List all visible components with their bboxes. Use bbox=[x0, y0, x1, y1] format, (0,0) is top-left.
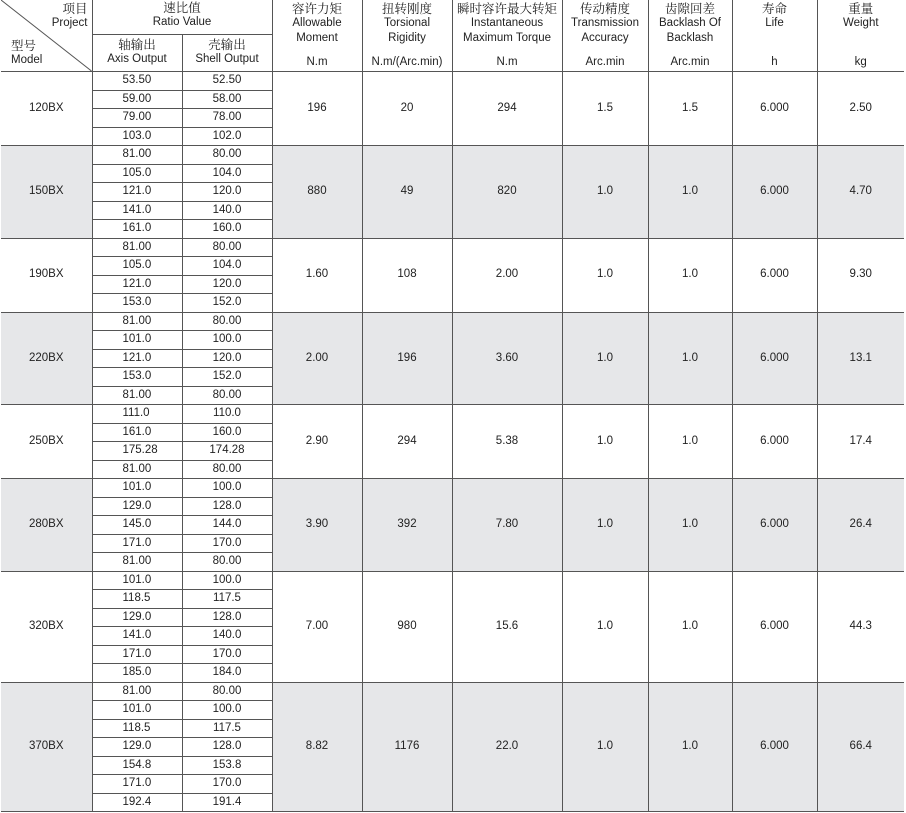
header-torsional-rigidity: 扭转刚度 Torsional Rigidity N.m/(Arc.min) bbox=[362, 0, 452, 72]
shell-output-cell: 191.4 bbox=[182, 793, 272, 812]
shell-output-cell: 52.50 bbox=[182, 72, 272, 91]
shell-output-cell: 128.0 bbox=[182, 497, 272, 516]
max-torque-cell: 5.38 bbox=[452, 405, 562, 479]
transmission-accuracy-cell: 1.0 bbox=[562, 571, 648, 682]
shell-output-cell: 128.0 bbox=[182, 738, 272, 757]
transmission-accuracy-cell: 1.0 bbox=[562, 238, 648, 312]
model-cell: 150BX bbox=[1, 146, 92, 239]
table-row bbox=[1, 405, 904, 424]
shell-output-cell: 117.5 bbox=[182, 590, 272, 609]
table-row bbox=[1, 571, 904, 590]
weight-cell: 2.50 bbox=[817, 72, 904, 146]
table-row bbox=[1, 72, 904, 91]
transmission-accuracy-cell: 1.0 bbox=[562, 682, 648, 812]
axis-output-cell: 171.0 bbox=[92, 775, 182, 794]
torsional-rigidity-cell: 980 bbox=[362, 571, 452, 682]
backlash-cell: 1.0 bbox=[648, 312, 732, 405]
header-ratio-value: 速比值 Ratio Value 轴输出 Axis Output 壳输出 Shell Output bbox=[92, 0, 272, 72]
axis-output-cell: 81.00 bbox=[92, 238, 182, 257]
life-cell: 6.000 bbox=[732, 238, 817, 312]
header-corner-cell bbox=[1, 0, 92, 72]
axis-output-cell: 81.00 bbox=[92, 386, 182, 405]
axis-output-cell: 81.00 bbox=[92, 460, 182, 479]
torsional-rigidity-cell: 294 bbox=[362, 405, 452, 479]
weight-cell: 44.3 bbox=[817, 571, 904, 682]
weight-cell: 17.4 bbox=[817, 405, 904, 479]
model-cell: 320BX bbox=[1, 571, 92, 682]
life-cell: 6.000 bbox=[732, 72, 817, 146]
spec-table bbox=[1, 0, 904, 812]
shell-output-cell: 58.00 bbox=[182, 90, 272, 109]
axis-output-cell: 129.0 bbox=[92, 608, 182, 627]
model-label: 型号 Model bbox=[11, 39, 43, 66]
shell-output-cell: 140.0 bbox=[182, 201, 272, 220]
shell-output-cell: 184.0 bbox=[182, 664, 272, 683]
axis-output-cell: 101.0 bbox=[92, 331, 182, 350]
axis-output-cell: 101.0 bbox=[92, 479, 182, 498]
header-instantaneous-max-torque: 瞬时容许最大转矩 Instantaneous Maximum Torque N.m bbox=[452, 0, 562, 72]
life-cell: 6.000 bbox=[732, 312, 817, 405]
axis-output-cell: 161.0 bbox=[92, 220, 182, 239]
shell-output-cell: 100.0 bbox=[182, 571, 272, 590]
axis-output-cell: 81.00 bbox=[92, 682, 182, 701]
table-header bbox=[1, 0, 904, 72]
transmission-accuracy-cell: 1.0 bbox=[562, 312, 648, 405]
axis-output-cell: 185.0 bbox=[92, 664, 182, 683]
allowable-moment-cell: 880 bbox=[272, 146, 362, 239]
backlash-cell: 1.0 bbox=[648, 571, 732, 682]
max-torque-cell: 294 bbox=[452, 72, 562, 146]
max-torque-cell: 2.00 bbox=[452, 238, 562, 312]
transmission-accuracy-cell: 1.0 bbox=[562, 405, 648, 479]
axis-output-cell: 81.00 bbox=[92, 553, 182, 572]
axis-output-cell: 101.0 bbox=[92, 571, 182, 590]
axis-output-cell: 81.00 bbox=[92, 312, 182, 331]
backlash-cell: 1.0 bbox=[648, 405, 732, 479]
axis-output-cell: 192.4 bbox=[92, 793, 182, 812]
max-torque-cell: 3.60 bbox=[452, 312, 562, 405]
shell-output-cell: 144.0 bbox=[182, 516, 272, 535]
allowable-moment-cell: 2.00 bbox=[272, 312, 362, 405]
table-body bbox=[1, 72, 904, 812]
axis-output-cell: 105.0 bbox=[92, 164, 182, 183]
model-cell: 120BX bbox=[1, 72, 92, 146]
weight-cell: 66.4 bbox=[817, 682, 904, 812]
header-allowable-moment: 容许力矩 Allowable Moment N.m bbox=[272, 0, 362, 72]
shell-output-cell: 80.00 bbox=[182, 238, 272, 257]
axis-output-cell: 121.0 bbox=[92, 183, 182, 202]
shell-output-cell: 117.5 bbox=[182, 719, 272, 738]
life-cell: 6.000 bbox=[732, 682, 817, 812]
shell-output-cell: 104.0 bbox=[182, 257, 272, 276]
shell-output-cell: 170.0 bbox=[182, 775, 272, 794]
axis-output-cell: 81.00 bbox=[92, 146, 182, 165]
axis-output-cell: 105.0 bbox=[92, 257, 182, 276]
backlash-cell: 1.0 bbox=[648, 238, 732, 312]
shell-output-cell: 80.00 bbox=[182, 682, 272, 701]
axis-output-cell: 175.28 bbox=[92, 442, 182, 461]
project-label: 项目 Project bbox=[51, 2, 88, 29]
shell-output-cell: 120.0 bbox=[182, 275, 272, 294]
axis-output-cell: 129.0 bbox=[92, 497, 182, 516]
shell-output-cell: 170.0 bbox=[182, 645, 272, 664]
allowable-moment-cell: 196 bbox=[272, 72, 362, 146]
model-cell: 190BX bbox=[1, 238, 92, 312]
axis-output-cell: 171.0 bbox=[92, 534, 182, 553]
torsional-rigidity-cell: 392 bbox=[362, 479, 452, 572]
header-transmission-accuracy: 传动精度 Transmission Accuracy Arc.min bbox=[562, 0, 648, 72]
transmission-accuracy-cell: 1.5 bbox=[562, 72, 648, 146]
table-row bbox=[1, 238, 904, 257]
shell-output-cell: 152.0 bbox=[182, 294, 272, 313]
shell-output-cell: 140.0 bbox=[182, 627, 272, 646]
shell-output-cell: 152.0 bbox=[182, 368, 272, 387]
backlash-cell: 1.0 bbox=[648, 682, 732, 812]
max-torque-cell: 22.0 bbox=[452, 682, 562, 812]
allowable-moment-cell: 2.90 bbox=[272, 405, 362, 479]
model-cell: 220BX bbox=[1, 312, 92, 405]
shell-output-cell: 160.0 bbox=[182, 220, 272, 239]
axis-output-cell: 141.0 bbox=[92, 627, 182, 646]
shell-output-cell: 120.0 bbox=[182, 349, 272, 368]
table-row bbox=[1, 312, 904, 331]
weight-cell: 26.4 bbox=[817, 479, 904, 572]
shell-output-cell: 110.0 bbox=[182, 405, 272, 424]
allowable-moment-cell: 3.90 bbox=[272, 479, 362, 572]
axis-output-cell: 161.0 bbox=[92, 423, 182, 442]
axis-output-cell: 59.00 bbox=[92, 90, 182, 109]
shell-output-cell: 100.0 bbox=[182, 701, 272, 720]
header-life: 寿命 Life h bbox=[732, 0, 817, 72]
shell-output-cell: 102.0 bbox=[182, 127, 272, 146]
table-row bbox=[1, 146, 904, 165]
table-row bbox=[1, 682, 904, 701]
header-backlash: 齿隙回差 Backlash Of Backlash Arc.min bbox=[648, 0, 732, 72]
axis-output-cell: 129.0 bbox=[92, 738, 182, 757]
backlash-cell: 1.0 bbox=[648, 479, 732, 572]
table-row bbox=[1, 479, 904, 498]
header-weight: 重量 Weight kg bbox=[817, 0, 904, 72]
allowable-moment-cell: 7.00 bbox=[272, 571, 362, 682]
header-shell-output: 壳输出 Shell Output bbox=[195, 38, 259, 65]
model-cell: 250BX bbox=[1, 405, 92, 479]
header-axis-output: 轴输出 Axis Output bbox=[93, 35, 183, 71]
model-cell: 280BX bbox=[1, 479, 92, 572]
shell-output-cell: 80.00 bbox=[182, 553, 272, 572]
axis-output-cell: 153.0 bbox=[92, 368, 182, 387]
axis-output-cell: 154.8 bbox=[92, 756, 182, 775]
shell-output-cell: 174.28 bbox=[182, 442, 272, 461]
shell-output-cell: 100.0 bbox=[182, 479, 272, 498]
shell-output-cell: 100.0 bbox=[182, 331, 272, 350]
axis-output-cell: 171.0 bbox=[92, 645, 182, 664]
shell-output-cell: 80.00 bbox=[182, 386, 272, 405]
axis-output-cell: 141.0 bbox=[92, 201, 182, 220]
axis-output-cell: 118.5 bbox=[92, 590, 182, 609]
shell-output-cell: 160.0 bbox=[182, 423, 272, 442]
life-cell: 6.000 bbox=[732, 479, 817, 572]
shell-output-cell: 104.0 bbox=[182, 164, 272, 183]
axis-output-cell: 121.0 bbox=[92, 349, 182, 368]
shell-output-cell: 80.00 bbox=[182, 312, 272, 331]
transmission-accuracy-cell: 1.0 bbox=[562, 146, 648, 239]
backlash-cell: 1.0 bbox=[648, 146, 732, 239]
shell-output-cell: 78.00 bbox=[182, 109, 272, 128]
axis-output-cell: 53.50 bbox=[92, 72, 182, 91]
backlash-cell: 1.5 bbox=[648, 72, 732, 146]
max-torque-cell: 7.80 bbox=[452, 479, 562, 572]
torsional-rigidity-cell: 108 bbox=[362, 238, 452, 312]
life-cell: 6.000 bbox=[732, 571, 817, 682]
allowable-moment-cell: 1.60 bbox=[272, 238, 362, 312]
max-torque-cell: 15.6 bbox=[452, 571, 562, 682]
axis-output-cell: 79.00 bbox=[92, 109, 182, 128]
max-torque-cell: 820 bbox=[452, 146, 562, 239]
allowable-moment-cell: 8.82 bbox=[272, 682, 362, 812]
weight-cell: 9.30 bbox=[817, 238, 904, 312]
axis-output-cell: 118.5 bbox=[92, 719, 182, 738]
torsional-rigidity-cell: 196 bbox=[362, 312, 452, 405]
axis-output-cell: 101.0 bbox=[92, 701, 182, 720]
shell-output-cell: 80.00 bbox=[182, 460, 272, 479]
torsional-rigidity-cell: 1176 bbox=[362, 682, 452, 812]
axis-output-cell: 121.0 bbox=[92, 275, 182, 294]
shell-output-cell: 120.0 bbox=[182, 183, 272, 202]
shell-output-cell: 80.00 bbox=[182, 146, 272, 165]
shell-output-cell: 170.0 bbox=[182, 534, 272, 553]
transmission-accuracy-cell: 1.0 bbox=[562, 479, 648, 572]
torsional-rigidity-cell: 20 bbox=[362, 72, 452, 146]
shell-output-cell: 128.0 bbox=[182, 608, 272, 627]
axis-output-cell: 145.0 bbox=[92, 516, 182, 535]
model-cell: 370BX bbox=[1, 682, 92, 812]
axis-output-cell: 103.0 bbox=[92, 127, 182, 146]
shell-output-cell: 153.8 bbox=[182, 756, 272, 775]
weight-cell: 4.70 bbox=[817, 146, 904, 239]
life-cell: 6.000 bbox=[732, 146, 817, 239]
axis-output-cell: 153.0 bbox=[92, 294, 182, 313]
life-cell: 6.000 bbox=[732, 405, 817, 479]
axis-output-cell: 111.0 bbox=[92, 405, 182, 424]
torsional-rigidity-cell: 49 bbox=[362, 146, 452, 239]
weight-cell: 13.1 bbox=[817, 312, 904, 405]
